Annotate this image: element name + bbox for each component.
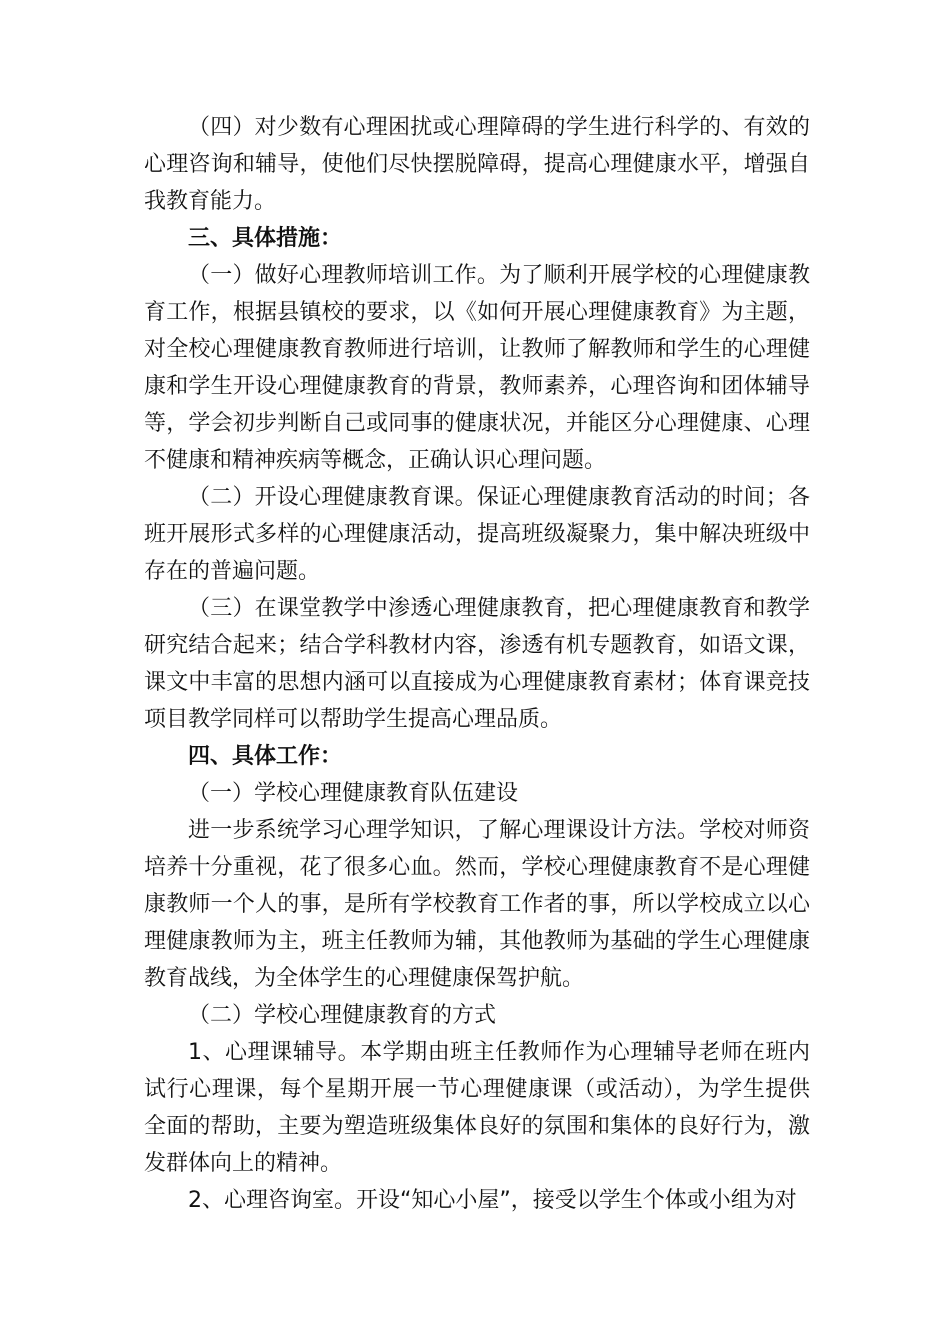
- paragraph-measure-three: （三）在课堂教学中渗透心理健康教育，把心理健康教育和教学研究结合起来；结合学科教材内容，渗透有机专题教育，如语文课，课文中丰富的思想内涵可以直接成为心理健康教育素材；体育课竞技项目教学同样可以帮助学生提高心理品质。: [144, 596, 810, 732]
- paragraph-method-two: 2、心理咨询室。开设“知心小屋”，接受以学生个体或小组为对: [188, 1188, 797, 1213]
- paragraph-measure-one: （一）做好心理教师培训工作。为了顺利开展学校的心理健康教育工作，根据县镇校的要求，以《如何开展心理健康教育》为主题，对全校心理健康教育教师进行培训，让教师了解教师和学生的心理健康和学生开设心理健康教育的背景，教师素养，心理咨询和团体辅导等，学会初步判断自己或同事的健康状况，并能区分心理健康、心理不健康和精神疾病等概念，正确认识心理问题。: [144, 263, 810, 473]
- document-page: [144, 109, 810, 1219]
- section-heading-measures: 三、具体措施：: [188, 226, 343, 251]
- subheading-team-building: （一）学校心理健康教育队伍建设: [188, 781, 519, 806]
- paragraph-measure-two: （二）开设心理健康教育课。保证心理健康教育活动的时间；各班开展形式多样的心理健康活动，提高班级凝聚力，集中解决班级中存在的普遍问题。: [144, 485, 810, 584]
- section-heading-work: 四、具体工作：: [188, 744, 343, 769]
- paragraph-team-building: 进一步系统学习心理学知识，了解心理课设计方法。学校对师资培养十分重视，花了很多心血。然而，学校心理健康教育不是心理健康教师一个人的事，是所有学校教育工作者的事，所以学校成立以心理健康教师为主，班主任教师为辅，其他教师为基础的学生心理健康教育战线，为全体学生的心理健康保驾护航。: [144, 818, 810, 991]
- paragraph-four: （四）对少数有心理困扰或心理障碍的学生进行科学的、有效的心理咨询和辅导，使他们尽快摆脱障碍，提高心理健康水平，增强自我教育能力。: [144, 115, 810, 214]
- subheading-methods: （二）学校心理健康教育的方式: [188, 1003, 497, 1028]
- paragraph-method-one: 1、心理课辅导。本学期由班主任教师作为心理辅导老师在班内试行心理课，每个星期开展一节心理健康课（或活动），为学生提供全面的帮助，主要为塑造班级集体良好的氛围和集体的良好行为，激发群体向上的精神。: [144, 1040, 810, 1176]
